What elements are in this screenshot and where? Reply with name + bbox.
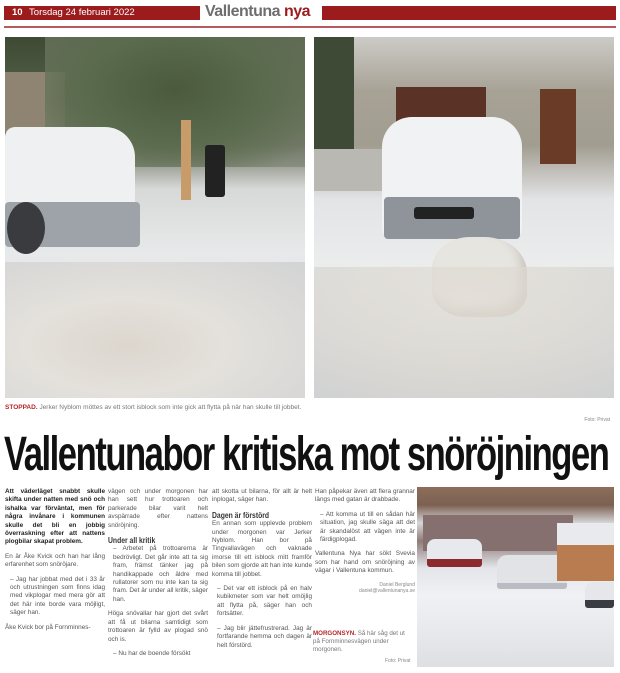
article-paragraph: En är Åke Kvick och han har lång erfarenhet som snöröjare. [5, 552, 105, 569]
article-subheading: Under all kritik [108, 535, 156, 546]
small-photo-caption [313, 630, 413, 654]
article-paragraph: Vallentuna Nya har sökt Svevia som har hand om snöröjning av vägar i Vallentuna kommun. [315, 550, 415, 575]
caption-kicker: STOPPAD. [5, 404, 38, 411]
masthead-divider [4, 26, 616, 28]
car-grille [414, 207, 474, 219]
small-caption-kicker: MORGONSYN. [313, 630, 356, 637]
issue-date: Torsdag 24 februari 2022 [29, 7, 135, 18]
article-quote: – Jag blir jättefrustrerad. Jag är fortfarande hemma och dagen är helt förstörd. [217, 624, 312, 649]
article-column-2 [108, 488, 208, 664]
byline-email[interactable]: daniel@vallentunanya.se [359, 588, 415, 595]
masthead-bar-right [322, 6, 616, 20]
newspaper-logo [205, 3, 310, 21]
page-number: 10 [12, 7, 23, 18]
masthead [4, 4, 616, 22]
article-paragraph: vägen och under morgonen har han sett hur trottoaren och parkerade bilar varit helt avspärrade efter nattens snöröjning. [108, 488, 208, 529]
article-column-3 [212, 488, 312, 656]
caption-text: Jerker Nyblom möttes av ett stort isblock som inte gick att flytta på när han skulle till jobbet. [37, 404, 302, 411]
snow-pile [5, 262, 305, 398]
car-wheel [7, 202, 45, 254]
tree [314, 37, 354, 167]
byline [315, 582, 415, 595]
article-subheading: Dagen är förstörd [212, 509, 270, 520]
article-quote: – Nu har de boende försökt [113, 649, 191, 657]
wooden-post [181, 120, 191, 200]
photo-credit: Foto: Privat [584, 417, 610, 423]
article-quote: – Jag har jobbat med det i 33 år och utrustningen som finns idag med vikplogar med mera gör att det här inte borde vara möjligt, säger han. [10, 575, 105, 617]
article-quote: – Arbetet på trottoarerna är bedrövligt. Det går inte att ta sig fram, främst tänker jag på handikappade och äldre med rullatorer som nu inte kan ta sig fram. Det är under all kritik, säger han. [113, 545, 208, 603]
door [540, 89, 576, 164]
snow-ground [314, 267, 614, 398]
bin [205, 145, 225, 197]
article-quote: – Att komma ut till en sådan här situation, jag skulle säga att det är skandalöst att vägen inte är färdigplogad. [320, 510, 415, 544]
article-paragraph: En annan som upplevde problem under morgonen var Jerker Nyblom. Han bor på Tingvallavägen och vaknade imorse till ett isblock mitt framför bilen som gjorde att han inte kunde komma till jobbet. [212, 520, 312, 578]
article-paragraph: Höga snövallar har gjort det svårt att få ut bilarna samtidigt som trottoaren är fylld av plogad snö och is. [108, 610, 208, 643]
article-paragraph: Åke Kvick bor på Fornminnes- [5, 623, 91, 631]
byline-name: Daniel Berglund [379, 581, 415, 588]
headline: Vallentunabor kritiska mot snöröjningen [4, 428, 609, 481]
photo-right [314, 37, 614, 398]
building-corner [557, 523, 614, 581]
masthead-date-bar [4, 6, 200, 20]
photo-caption [5, 404, 301, 411]
article-column-1 [5, 488, 105, 638]
small-photo-credit: Foto: Privat [385, 658, 411, 664]
red-car [427, 539, 482, 567]
dark-car [585, 582, 614, 608]
photo-street [417, 487, 614, 667]
logo-accent: nya [283, 3, 311, 20]
logo-main: Vallentuna [205, 3, 281, 20]
article-column-4 [315, 488, 415, 595]
article-paragraph: Han påpekar även att flera grannar längs med gatan är drabbade. [315, 488, 415, 504]
article-lead: Att väderläget snabbt skulle skifta under natten med snö och ishalka var förväntat, men för några invånare i kommunen skulle det bli en jobbig överraskning efter att nattens plogbilar skapat problem. [5, 488, 105, 546]
article-paragraph: att skotta ut bilarna, för allt är helt inplogat, säger han. [212, 488, 312, 504]
small-caption-text: Så här såg det ut på Fornminnesvägen under morgonen. [313, 630, 405, 653]
article-quote: – Det var ett isblock på en halv kubikmeter som var helt omöjlig att flytta på, säger han och fortsätter. [217, 585, 312, 618]
photo-left [5, 37, 305, 398]
